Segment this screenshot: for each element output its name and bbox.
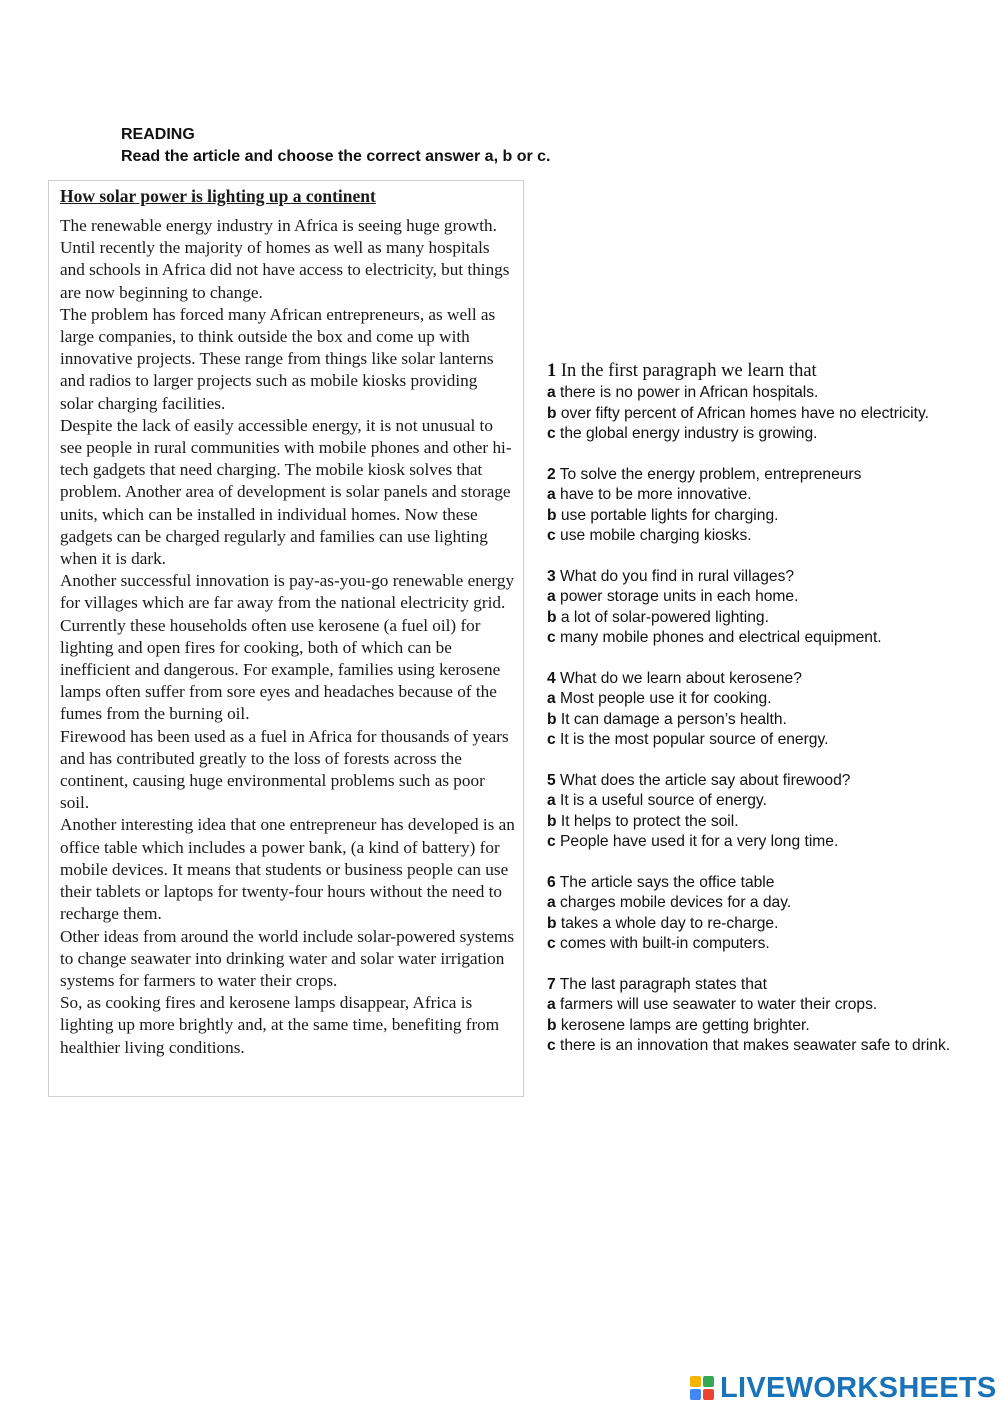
answer-option-b[interactable] [547, 1016, 952, 1037]
article-paragraph: Other ideas from around the world include solar-powered systems to change seawater into drinking water and solar water irrigation systems for farmers to water their crops. [60, 926, 515, 990]
answer-option-a[interactable] [547, 587, 952, 608]
option-text: It is a useful source of energy. [560, 792, 767, 809]
question-prompt [547, 360, 952, 383]
questions-list [547, 360, 952, 1077]
question-text: To solve the energy problem, entrepreneurs [559, 465, 862, 483]
option-text: People have used it for a very long time. [560, 833, 839, 850]
option-text: have to be more innovative. [560, 486, 752, 503]
option-letter: a [547, 894, 556, 911]
article-paragraph: Another interesting idea that one entrepreneur has developed is an office table which includes a power bank, (a kind of battery) for mobile devices. It means that students or business people can use their tablets or laptops for twenty-four hours without the need to recharge them. [60, 815, 515, 924]
question-number: 5 [547, 771, 556, 789]
question-prompt [547, 567, 952, 588]
question-text: What do we learn about kerosene? [560, 669, 802, 687]
article-paragraph: Firewood has been used as a fuel in Africa for thousands of years and has contributed greatly to the loss of forests across the continent, causing huge environmental problems such as poor soil. [60, 726, 509, 813]
option-letter: b [547, 1016, 557, 1034]
option-letter: b [547, 710, 557, 728]
option-text: power storage units in each home. [560, 588, 799, 605]
article-paragraph: The renewable energy industry in Africa is seeing huge growth. Until recently the majority of homes as well as many hospitals and schools in Africa did not have access to electricity, but things are now beginning to change. [60, 216, 510, 302]
option-text: It is the most popular source of energy. [560, 731, 829, 748]
option-letter: a [547, 690, 556, 707]
answer-option-b[interactable] [547, 710, 952, 731]
logo-text: LIVEWORKSHEETS [720, 1371, 997, 1404]
question-number: 7 [547, 975, 556, 993]
answer-option-a[interactable] [547, 893, 952, 914]
question-text: In the first paragraph we learn that [560, 361, 817, 381]
question-number: 3 [547, 567, 556, 585]
option-letter: a [547, 792, 556, 809]
question-5 [547, 771, 952, 853]
option-letter: a [547, 384, 556, 401]
option-text: comes with built-in computers. [560, 935, 770, 952]
option-letter: a [547, 588, 556, 605]
question-2 [547, 465, 952, 547]
answer-option-a[interactable] [547, 485, 952, 506]
answer-option-b[interactable] [547, 404, 952, 425]
option-letter: b [547, 506, 557, 524]
option-text: kerosene lamps are getting brighter. [560, 1016, 810, 1034]
option-text: takes a whole day to re-charge. [560, 914, 779, 932]
option-text: there is no power in African hospitals. [560, 384, 819, 401]
liveworksheets-logo [690, 1372, 997, 1404]
question-number: 2 [547, 465, 556, 483]
option-text: there is an innovation that makes seawater safe to drink. [560, 1037, 951, 1054]
question-number: 6 [547, 873, 556, 891]
answer-option-c[interactable] [547, 832, 952, 853]
option-text: a lot of solar-powered lighting. [560, 608, 769, 626]
question-text: The last paragraph states that [559, 975, 767, 993]
option-text: It helps to protect the soil. [560, 812, 739, 830]
option-letter: b [547, 914, 557, 932]
option-text: farmers will use seawater to water their crops. [560, 996, 878, 1013]
question-number: 1 [547, 361, 557, 381]
answer-option-c[interactable] [547, 628, 952, 649]
answer-option-b[interactable] [547, 608, 952, 629]
option-text: It can damage a person’s health. [560, 710, 787, 728]
option-letter: c [547, 629, 556, 646]
option-letter: b [547, 404, 557, 422]
question-7 [547, 975, 952, 1057]
answer-option-c[interactable] [547, 424, 952, 445]
answer-option-c[interactable] [547, 526, 952, 547]
answer-option-b[interactable] [547, 506, 952, 527]
article-paragraph: So, as cooking fires and kerosene lamps disappear, Africa is lighting up more brightly and, at the same time, benefiting from healthier living conditions. [60, 993, 500, 1057]
liveworksheets-logo-icon [690, 1376, 716, 1400]
answer-option-a[interactable] [547, 791, 952, 812]
option-letter: a [547, 486, 556, 503]
question-text: What does the article say about firewood? [560, 771, 851, 789]
question-text: The article says the office table [559, 873, 775, 891]
option-letter: c [547, 1037, 556, 1054]
question-1 [547, 360, 952, 445]
answer-option-c[interactable] [547, 730, 952, 751]
option-letter: c [547, 833, 556, 850]
option-text: charges mobile devices for a day. [560, 894, 792, 911]
option-letter: c [547, 731, 556, 748]
option-letter: b [547, 812, 557, 830]
option-letter: c [547, 425, 556, 442]
question-3 [547, 567, 952, 649]
question-prompt [547, 669, 952, 690]
option-text: over fifty percent of African homes have no electricity. [560, 404, 929, 422]
option-text: the global energy industry is growing. [560, 425, 818, 442]
article-title: How solar power is lighting up a continent [60, 186, 376, 206]
question-prompt [547, 975, 952, 996]
question-prompt [547, 465, 952, 486]
option-text: use portable lights for charging. [560, 506, 779, 524]
option-letter: a [547, 996, 556, 1013]
option-letter: b [547, 608, 557, 626]
option-text: use mobile charging kiosks. [560, 527, 752, 544]
question-4 [547, 669, 952, 751]
article-paragraph: Despite the lack of easily accessible energy, it is not unusual to see people in rural communities with mobile phones and other hi-tech gadgets that need charging. The mobile kiosk solves that problem. Another area of development is solar panels and storage units, which can be installed in individual homes. Now these gadgets can be charged regularly and families can use lighting when it is dark. [60, 415, 512, 569]
answer-option-a[interactable] [547, 689, 952, 710]
article-paragraph: Another successful innovation is pay-as-you-go renewable energy for villages which are far away from the national electricity grid. Currently these households often use kerosene (a fuel oil) for lighting and open fires for cooking, both of which can be inefficient and dangerous. For example, families using kerosene lamps often suffer from sore eyes and headaches because of the fumes from the burning oil. [60, 571, 515, 724]
section-heading: READING [121, 126, 195, 143]
question-text: What do you find in rural villages? [560, 567, 795, 585]
question-6 [547, 873, 952, 955]
answer-option-b[interactable] [547, 914, 952, 935]
article-paragraph: The problem has forced many African entrepreneurs, as well as large companies, to think outside the box and come up with innovative projects. These range from things like solar lanterns and radios to larger projects such as mobile kiosks providing solar charging facilities. [60, 304, 496, 413]
answer-option-a[interactable] [547, 383, 952, 404]
answer-option-b[interactable] [547, 812, 952, 833]
option-letter: c [547, 935, 556, 952]
answer-option-c[interactable] [547, 1036, 952, 1057]
option-text: Most people use it for cooking. [560, 690, 772, 707]
instruction-text: Read the article and choose the correct answer a, b or c. [121, 148, 551, 165]
question-prompt [547, 771, 952, 792]
question-prompt [547, 873, 952, 894]
article-box [48, 180, 524, 1097]
answer-option-a[interactable] [547, 995, 952, 1016]
option-letter: c [547, 527, 556, 544]
answer-option-c[interactable] [547, 934, 952, 955]
question-number: 4 [547, 669, 556, 687]
option-text: many mobile phones and electrical equipment. [560, 629, 882, 646]
